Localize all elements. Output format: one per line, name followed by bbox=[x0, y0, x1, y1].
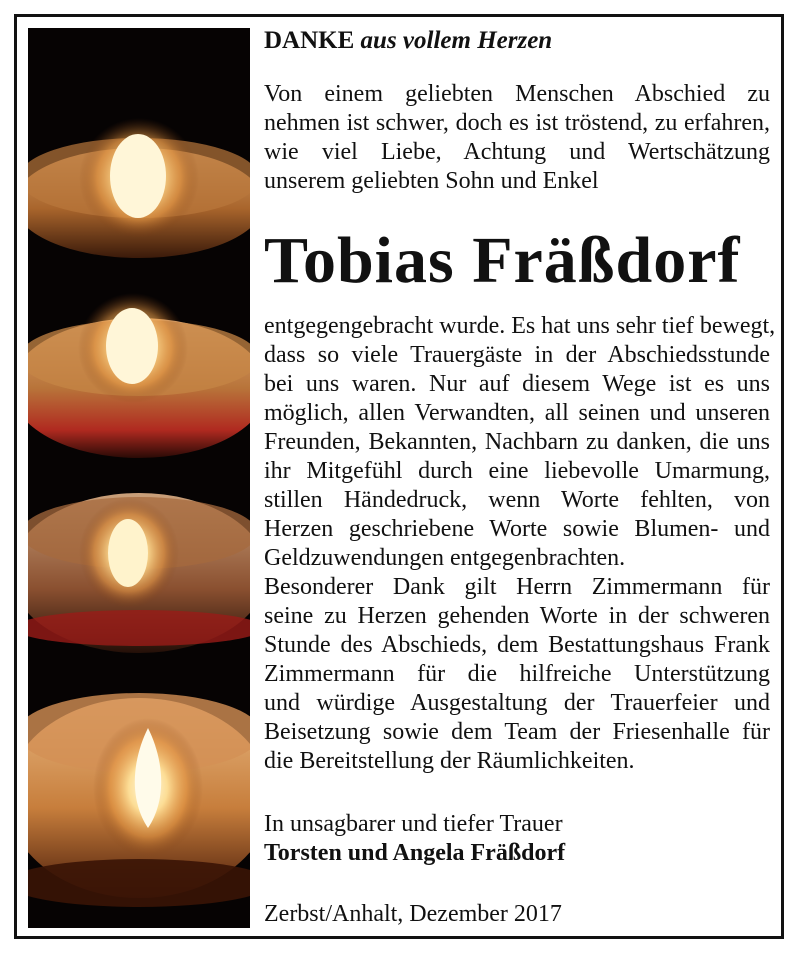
notice-heading bbox=[264, 26, 770, 56]
candle-4 bbox=[28, 693, 250, 907]
deceased-name: Tobias Fräßdorf bbox=[264, 224, 741, 297]
body-line: Geldzuwendungen entgegenbrachten. bbox=[264, 545, 626, 571]
body-line: Herzen geschriebene Worte sowie Blumen- und bbox=[264, 516, 770, 542]
thanks-line: Stunde des Abschieds, dem Bestattungshaus Frank bbox=[264, 632, 770, 658]
candles-image bbox=[28, 28, 250, 928]
thanks-line: Beisetzung sowie dem Team der Friesenhalle für bbox=[264, 719, 770, 745]
body-line: möglich, allen Verwandten, all seinen und unseren bbox=[264, 400, 770, 426]
signers: Torsten und Angela Fräßdorf bbox=[264, 840, 566, 866]
intro-line: nehmen ist schwer, doch es ist tröstend, zu erfahren, bbox=[264, 110, 770, 136]
candle-3 bbox=[28, 493, 250, 653]
thanks-line: Zimmermann für die hilfreiche Unterstützung bbox=[264, 661, 770, 687]
body-line: entgegengebracht wurde. Es hat uns sehr tief bewegt, bbox=[264, 313, 776, 339]
body-line: bei uns waren. Nur auf diesem Wege ist es uns bbox=[264, 371, 770, 397]
intro-line: unserem geliebten Sohn und Enkel bbox=[264, 168, 599, 194]
body-line: stillen Händedruck, wenn Worte fehlten, von bbox=[264, 487, 770, 513]
notice-text bbox=[264, 26, 776, 929]
candles-photo bbox=[28, 28, 250, 928]
intro-paragraph bbox=[264, 80, 770, 196]
body-paragraph bbox=[264, 312, 776, 776]
heading-danke: DANKE bbox=[264, 27, 355, 54]
place-date: Zerbst/Anhalt, Dezember 2017 bbox=[264, 901, 562, 927]
thanks-line: die Bereitstellung der Räumlichkeiten. bbox=[264, 748, 635, 774]
heading-subtitle: aus vollem Herzen bbox=[360, 27, 553, 54]
body-line: dass so viele Trauergäste in der Abschiedsstunde bbox=[264, 342, 770, 368]
body-line: ihr Mitgefühl durch eine liebevolle Umarmung, bbox=[264, 458, 770, 484]
closing-block bbox=[264, 810, 770, 868]
intro-line: wie viel Liebe, Achtung und Wertschätzung bbox=[264, 139, 770, 165]
thanks-line: und würdige Ausgestaltung der Trauerfeier und bbox=[264, 690, 770, 716]
thanks-line: seine zu Herzen gehenden Worte in der schweren bbox=[264, 603, 770, 629]
thanks-line: Besonderer Dank gilt Herrn Zimmermann für bbox=[264, 574, 770, 600]
body-line: Freunden, Bekannten, Nachbarn zu danken, die uns bbox=[264, 429, 770, 455]
closing-phrase: In unsagbarer und tiefer Trauer bbox=[264, 811, 563, 837]
intro-line: Von einem geliebten Menschen Abschied zu bbox=[264, 81, 770, 107]
